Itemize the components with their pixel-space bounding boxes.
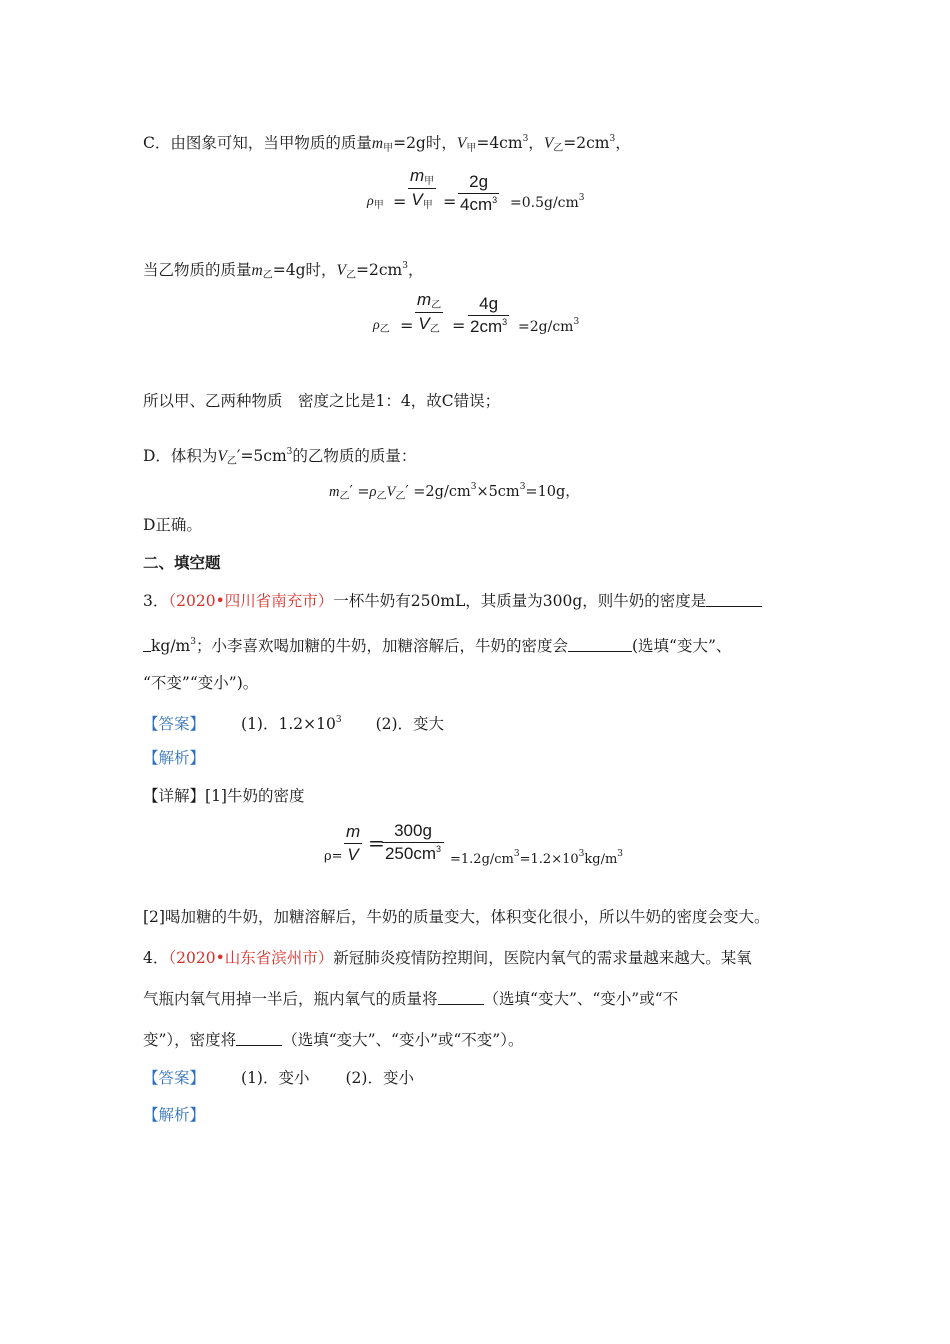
fraction-bar [415,312,443,313]
fraction-numerator: 300g [394,821,432,840]
detail-label: 【详解】 [143,787,206,805]
mass-symbol: m [371,135,384,152]
fraction-bar [408,188,436,189]
fraction-numerator: 4g [479,294,499,313]
fraction-numerator: m [346,822,361,841]
answer-label: 【答案】 [143,715,206,733]
equals-sign: = [400,316,414,335]
rho-symbol: $\rho_甲$ [367,194,384,211]
fraction-denominator: V [418,314,430,333]
answer-blank [143,637,151,652]
volume-value: =5cm [240,447,287,465]
part-d-correct: D正确。 [143,516,202,534]
answer-2: (2)．变大 [375,715,445,733]
question-text: 一杯牛奶有250mL，其质量为300g，则牛奶的密度是 [333,592,707,610]
q3-line3: “不变”“变小”)。 [143,674,259,692]
q3-line2 [143,632,731,656]
mass-symbol: m [251,262,263,279]
part-c-conclusion: 所以甲、乙两种物质 密度之比是1：4，故C错误； [143,392,501,410]
q3-detail [143,786,304,806]
part-c-prefix: C．由图象可知，当甲物质的质量 [143,134,372,152]
fraction-denominator: V [347,845,359,864]
prime-mark: ′ [236,447,241,465]
unit-text: kg/m [151,637,191,655]
fraction-denominator: 4cm [460,195,493,214]
equals-sign: = [443,192,457,211]
equation-mass-yi: $m_乙' =\rho_乙V_乙' =2g/cm^3\times 5cm^3=10g$， [329,482,580,502]
volume-symbol: V [217,448,227,465]
volume-subscript: 乙 [226,456,237,467]
question-source: （2020•山东省滨州市） [168,949,334,967]
q4-answer [143,1068,414,1088]
question-text: 变”），密度将 [143,1031,237,1049]
answer-blank [706,592,762,607]
equals-sign: = [452,316,466,335]
q4-line1 [143,948,752,968]
q3-line1 [143,591,762,611]
answer-label: 【答案】 [143,1069,206,1087]
detail-text: [1]牛奶的密度 [205,787,305,805]
answer-blank [438,990,484,1005]
q4-line3 [143,1030,523,1050]
fraction-numerator: m [410,166,425,185]
fraction-numerator: 2g [469,172,489,191]
question-number: 3． [143,592,169,610]
section-title: 二、填空题 [143,554,221,572]
q3-answer [143,710,444,734]
fraction-denominator: V [411,190,423,209]
equals-sign: = [368,831,385,855]
cube-superscript: 3 [522,134,529,144]
volume-symbol: V [456,135,467,152]
q3-detail-2: [2]喝加糖的牛奶，加糖溶解后，牛奶的质量变大，体积变化很小，所以牛奶的密度会变大。 [143,908,770,926]
fraction-bar [382,842,444,843]
fraction-m-over-v: $m_甲$ $V_甲$ [410,166,435,211]
cube-superscript: 3 [286,447,293,457]
part-c-line1 [143,129,631,159]
fraction-bar [344,843,362,844]
question-text: ；小李喜欢喝加糖的牛奶，加糖溶解后，牛奶的密度会 [195,637,568,655]
rho-symbol: $\rho_乙$ [373,318,390,335]
volume-symbol: V [336,262,346,279]
q4-analysis-label: 【解析】 [143,1106,206,1124]
separator: ， [407,261,424,279]
part-d-line1 [143,442,416,472]
question-text: 新冠肺炎疫情防控期间，医院内氧气的需求量越来越大。某氧 [333,949,752,967]
fraction-numerator: m [417,290,432,309]
line-suffix: 的乙物质的质量： [292,447,417,465]
mass-subscript: 甲 [383,143,394,154]
answer-blank [236,1031,282,1046]
volume-subscript: 乙 [553,143,564,154]
choice-text: （选填“变大”、“变小”或“不 [483,990,679,1008]
cube-superscript: 3 [609,134,616,144]
question-source: （2020•四川省南充市） [168,592,334,610]
equals-sign: = [393,192,407,211]
volume-subscript: 甲 [466,143,477,154]
volume-value: =4cm [476,134,523,152]
fraction-denominator: 2cm [470,317,503,336]
answer-blank [568,637,632,652]
fraction-values: 2g $4cm^3$ [460,172,498,214]
fraction-bar [468,315,509,316]
result-value: $=0.5g/cm^3$ [510,193,585,211]
part-c-line2 [143,256,423,286]
question-number: 4． [143,949,169,967]
answer-2: (2)．变小 [345,1069,414,1087]
separator: ， [528,134,544,152]
q3-analysis-label: 【解析】 [143,749,206,767]
result-value: $=2g/cm^3$ [518,317,580,335]
fraction-values: 4g $2cm^3$ [470,294,508,336]
rho-symbol: ρ= [324,849,343,864]
volume-value: =2cm [563,134,610,152]
separator: ， [615,134,631,152]
mass-value: =4g时， [272,261,337,279]
fraction-m-over-v [344,822,362,865]
answer-1: (1)．变小 [241,1069,310,1087]
cube-superscript: 3 [402,261,408,271]
result-value: $=1.2g/cm^3=1.2\times 10^3kg/m^3$ [450,849,624,867]
cube-superscript: 3 [190,637,196,647]
answer-1: (1)．1.2×10 [241,715,336,733]
choice-text: （选填“变大”、“变小”或“不变”）。 [282,1031,524,1049]
fraction-bar [458,193,499,194]
q4-line2 [143,989,678,1009]
answer-superscript: 3 [335,715,342,725]
choice-text: (选填“变大”、 [631,637,732,655]
fraction-values: 300g $250cm^3$ [382,821,444,864]
volume-value: =2cm [355,261,403,279]
volume-subscript: 乙 [345,270,356,281]
line-prefix: 当乙物质的质量 [143,261,252,279]
question-text: 气瓶内氧气用掉一半后，瓶内氧气的质量将 [143,990,438,1008]
line-prefix: D．体积为 [143,447,218,465]
fraction-m-over-v: $m_乙$ $V_乙$ [417,290,442,335]
mass-subscript: 乙 [262,270,273,281]
volume-symbol: V [543,135,554,152]
fraction-denominator: 250cm [384,844,436,863]
mass-value: =2g时， [393,134,457,152]
